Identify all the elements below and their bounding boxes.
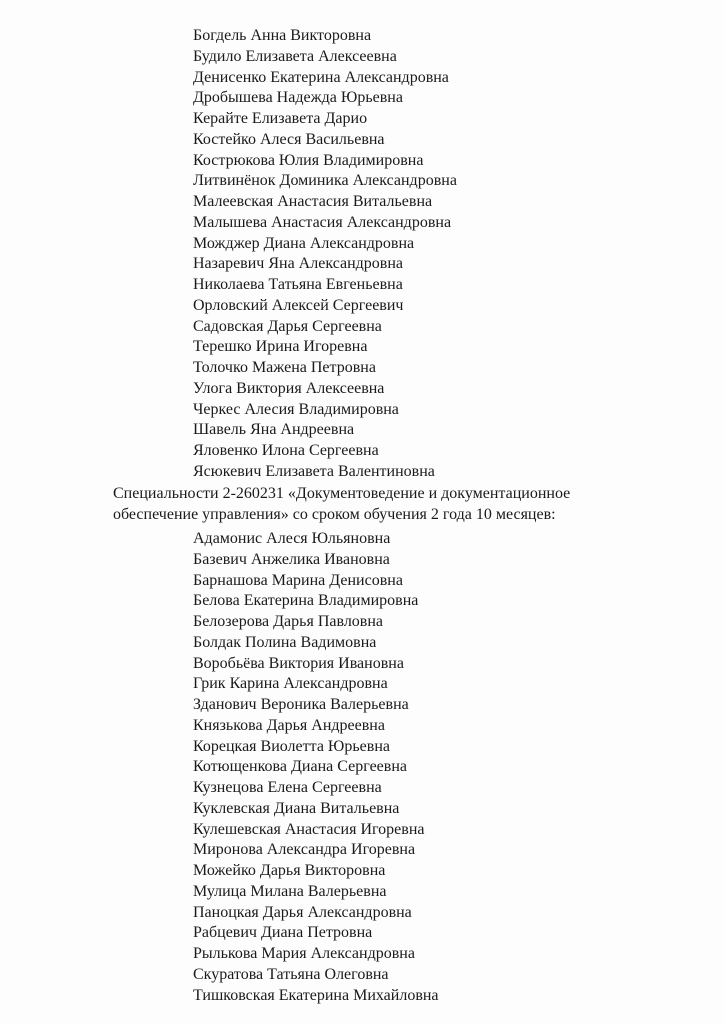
student-name: Богдель Анна Викторовна (193, 27, 372, 44)
student-name: Грик Карина Александровна (193, 675, 388, 693)
student-name: Князькова Дарья Андреевна (193, 716, 385, 734)
student-name: Барнашова Марина Денисовна (193, 571, 403, 589)
student-name: Котющенкова Диана Сергеевна (193, 758, 407, 776)
student-list-2 (193, 529, 439, 1006)
student-name: Тишковская Екатерина Михайловна (193, 986, 439, 1004)
student-name: Малышева Анастасия Александровна (193, 213, 452, 231)
student-name: Корецкая Виолетта Юрьевна (193, 737, 390, 755)
student-name: Рабцевич Диана Петровна (193, 924, 373, 942)
student-name: Назаревич Яна Александровна (193, 255, 404, 273)
student-name: Скуратова Татьяна Олеговна (193, 965, 389, 983)
student-name: Адамонис Алеся Юльяновна (193, 530, 391, 547)
student-name: Малеевская Анастасия Витальевна (193, 193, 433, 210)
student-name: Черкес Алесия Владимировна (193, 400, 399, 418)
student-name: Терешко Ирина Игоревна (193, 338, 368, 356)
student-name: Кулешевская Анастасия Игоревна (193, 820, 425, 838)
student-name: Улога Виктория Алексеевна (193, 379, 385, 397)
student-name: Воробьёва Виктория Ивановна (193, 654, 404, 672)
student-name: Ясюкевич Елизавета Валентиновна (193, 462, 435, 480)
student-name: Мулица Милана Валерьевна (193, 882, 387, 900)
student-name: Шавель Яна Андреевна (193, 421, 355, 439)
student-list-1 (193, 26, 457, 483)
student-name: Кострюкова Юлия Владимировна (193, 151, 424, 169)
specialty-heading-line-2: обеспечение управления» со сроком обучения 2 года 10 месяцев: (113, 506, 556, 523)
student-name: Миронова Александра Игоревна (193, 841, 416, 859)
student-name: Яловенко Илона Сергеевна (193, 442, 379, 459)
student-name: Болдак Полина Вадимовна (193, 633, 377, 651)
student-name: Николаева Татьяна Евгеньевна (193, 276, 403, 293)
student-name: Литвинёнок Доминика Александровна (193, 172, 457, 190)
student-name: Куклевская Диана Витальевна (193, 799, 400, 817)
specialty-heading-line-1: Специальности 2-260231 «Документоведение и документационное (113, 485, 571, 502)
student-name: Можджер Диана Александровна (193, 234, 415, 252)
student-name: Можейко Дарья Викторовна (193, 862, 386, 879)
student-name: Кузнецова Елена Сергеевна (193, 779, 382, 796)
student-name: Орловский Алексей Сергеевич (193, 296, 404, 314)
student-name: Денисенко Екатерина Александровна (193, 68, 449, 86)
student-name: Толочко Мажена Петровна (193, 359, 376, 376)
student-name: Рылькова Мария Александровна (193, 945, 415, 962)
student-name: Садовская Дарья Сергеевна (193, 317, 382, 335)
student-name: Дробышева Надежда Юрьевна (193, 89, 403, 107)
student-name: Зданович Вероника Валерьевна (193, 696, 409, 713)
specialty-heading (113, 483, 673, 525)
student-name: Белозерова Дарья Павловна (193, 613, 384, 630)
student-name: Белова Екатерина Владимировна (193, 592, 419, 610)
student-name: Базевич Анжелика Ивановна (193, 550, 390, 568)
student-name: Паноцкая Дарья Александровна (193, 903, 412, 921)
student-name: Будило Елизавета Алексеевна (193, 47, 397, 65)
student-name: Керайте Елизавета Дарио (193, 110, 368, 127)
student-name: Костейко Алеся Васильевна (193, 130, 385, 148)
